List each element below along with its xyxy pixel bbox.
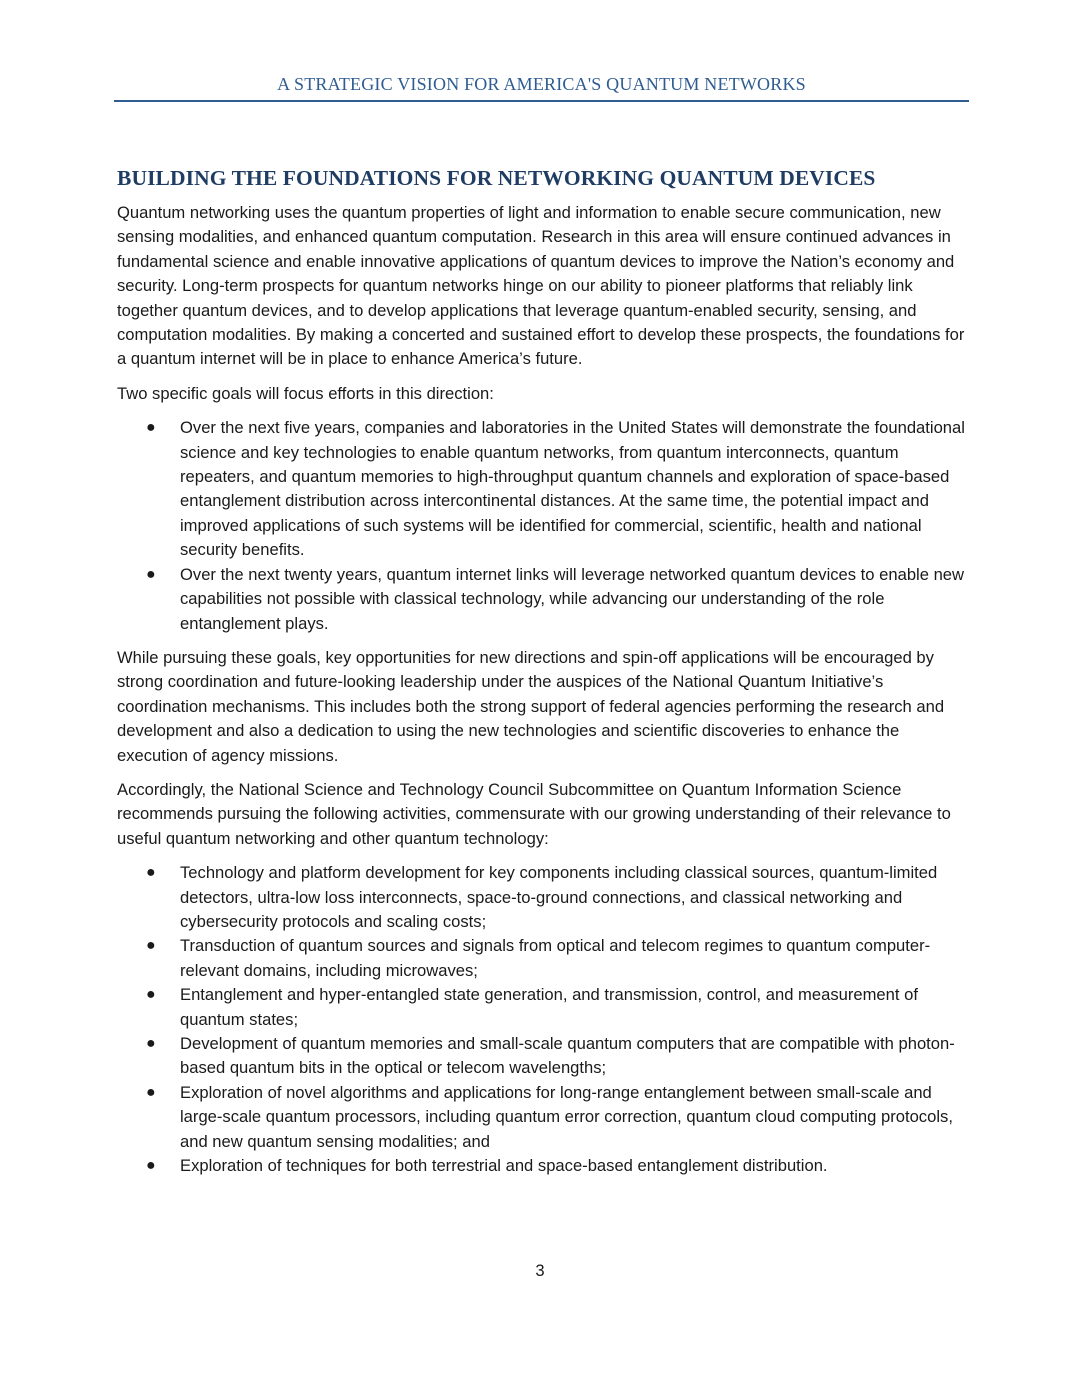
bullet-icon: ● <box>146 986 156 1004</box>
bullet-icon: ● <box>146 1157 156 1175</box>
activity-text: Technology and platform development for key components including classical sources, quantum-limited detectors, ultra-low loss interconnects, space-to-ground connections, and classical networking and cybersecurity protocols and scaling costs; <box>180 863 938 931</box>
bullet-icon: ● <box>146 864 156 882</box>
activity-text: Entanglement and hyper-entangled state generation, and transmission, control, and measurement of quantum states; <box>180 985 918 1029</box>
activity-item <box>146 1032 969 1081</box>
intro-paragraph: Quantum networking uses the quantum properties of light and information to enable secure communication, new sensing modalities, and enhanced quantum computation. Research in this area will ensure continued advances in fundamental science and enable innovative applications of quantum devices to improve the Nation’s economy and security. Long-term prospects for quantum networks hinge on our ability to pioneer platforms that reliably link together quantum devices, and to develop applications that leverage quantum-enabled security, sensing, and computation modalities. By making a concerted and sustained effort to develop these prospects, the foundations for a quantum internet will be in place to enhance America’s future. <box>117 203 965 369</box>
bullet-icon: ● <box>146 1083 156 1101</box>
page-number: 3 <box>535 1261 545 1280</box>
goal-item-five-years <box>146 416 969 562</box>
activity-item <box>146 934 969 983</box>
goal-text: Over the next twenty years, quantum internet links will leverage networked quantum devices to enable new capabilities not possible with classical technology, while advancing our understanding of the role entanglement plays. <box>180 564 965 633</box>
activity-text: Development of quantum memories and small-scale quantum computers that are compatible with photon-based quantum bits in the optical or telecom wavelengths; <box>180 1034 955 1078</box>
goal-item-twenty-years <box>146 563 969 636</box>
activity-item <box>146 1081 969 1154</box>
header-rule <box>114 100 969 102</box>
running-header: A STRATEGIC VISION FOR AMERICA'S QUANTUM NETWORKS <box>277 74 806 94</box>
activity-item <box>146 983 969 1032</box>
activity-text: Exploration of techniques for both terrestrial and space-based entanglement distribution. <box>180 1156 828 1176</box>
activity-item <box>146 1154 969 1178</box>
bullet-icon: ● <box>146 937 156 955</box>
goals-list <box>117 416 969 636</box>
activities-list <box>117 861 969 1178</box>
bullet-icon: ● <box>146 419 156 437</box>
coordination-paragraph: While pursuing these goals, key opportunities for new directions and spin-off applications will be encouraged by strong coordination and future-looking leadership under the auspices of the National Quantum Initiative’s coordination mechanisms. This includes both the strong support of federal agencies performing the research and development and also a dedication to using the new technologies and scientific discoveries to enhance the execution of agency missions. <box>117 647 945 765</box>
activity-item <box>146 861 969 934</box>
bullet-icon: ● <box>146 565 156 583</box>
activity-text: Transduction of quantum sources and signals from optical and telecom regimes to quantum computer-relevant domains, including microwaves; <box>180 936 931 980</box>
goal-text: Over the next five years, companies and laboratories in the United States will demonstrate the foundational science and key technologies to enable quantum networks, from quantum interconnects, quantum repeaters, and quantum memories to high-throughput quantum channels and exploration of space-based entanglement distribution across intercontinental distances. At the same time, the potential impact and improved applications of such systems will be identified for commercial, scientific, health and national security benefits. <box>180 418 965 560</box>
section-heading: BUILDING THE FOUNDATIONS FOR NETWORKING QUANTUM DEVICES <box>117 166 876 190</box>
page-content <box>117 166 969 1188</box>
recommendations-paragraph: Accordingly, the National Science and Technology Council Subcommittee on Quantum Information Science recommends pursuing the following activities, commensurate with our growing understanding of their relevance to useful quantum networking and other quantum technology: <box>117 779 951 848</box>
activity-text: Exploration of novel algorithms and applications for long-range entanglement between small-scale and large-scale quantum processors, including quantum error correction, quantum cloud computing protocols, and new quantum sensing modalities; and <box>180 1082 953 1151</box>
goals-intro-paragraph: Two specific goals will focus efforts in this direction: <box>117 383 494 403</box>
bullet-icon: ● <box>146 1035 156 1052</box>
